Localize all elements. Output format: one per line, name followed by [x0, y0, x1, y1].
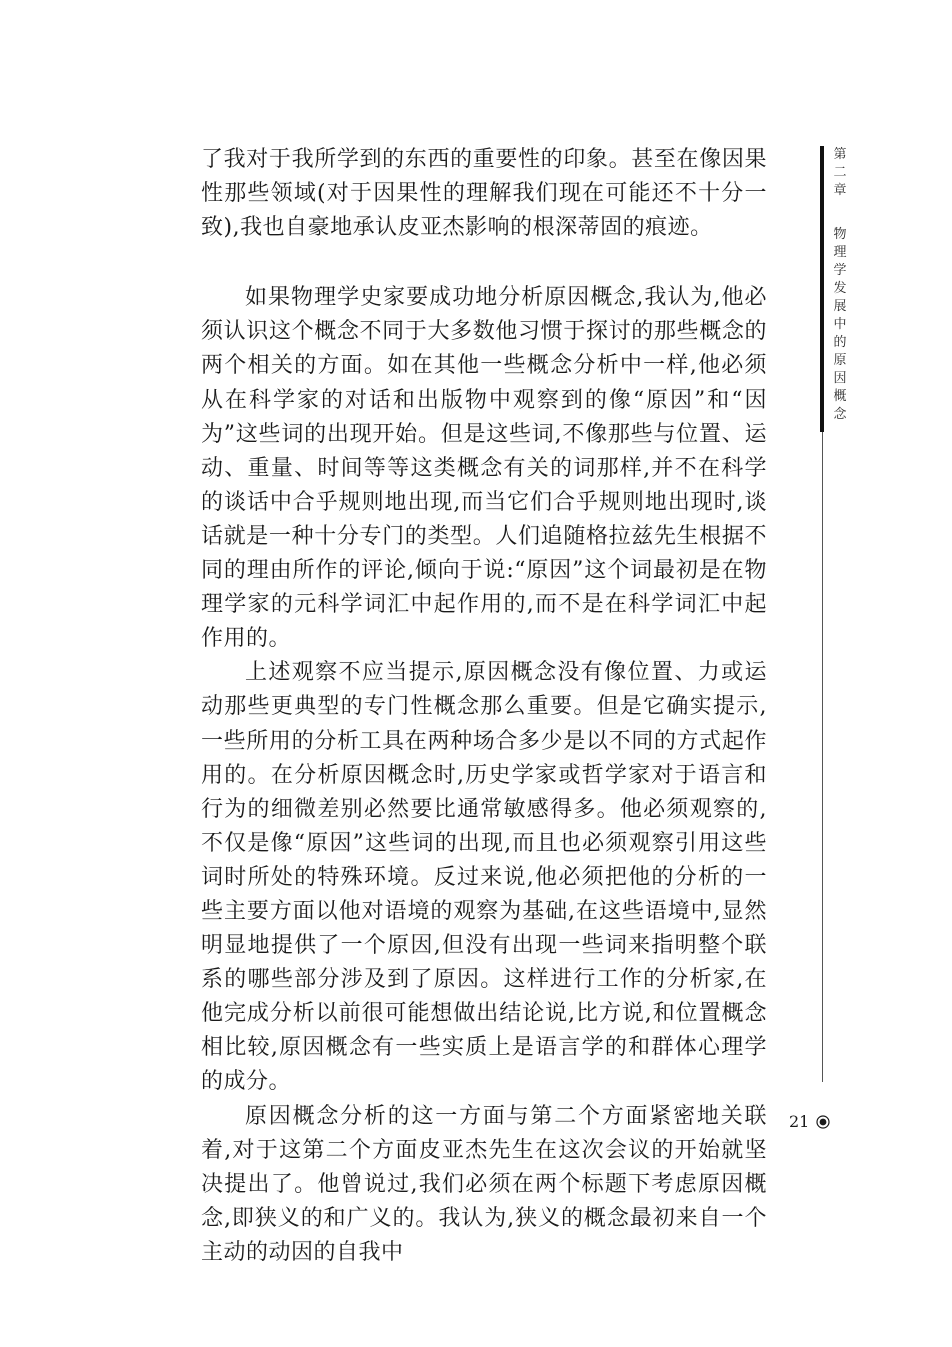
chapter-char: 二 [833, 165, 847, 180]
paragraph: 原因概念分析的这一方面与第二个方面紧密地关联着,对于这第二个方面皮亚杰先生在这次会议的开始就坚决提出了。他曾说过,我们必须在两个标题下考虑原因概念,即狭义的和广义的。我认为,狭义的概念最初来自一个主动的动因的自我中 [201, 1103, 767, 1265]
title-char: 中 [833, 317, 847, 332]
page-number: 21 [789, 1112, 810, 1131]
running-head-gap [831, 200, 849, 226]
page-ornament-icon [816, 1115, 830, 1129]
paragraph: 了我对于我所学到的东西的重要性的印象。甚至在像因果性那些领域(对于因果性的理解我们现在可能还不十分一致),我也自豪地承认皮亚杰影响的根深蒂固的痕迹。 [201, 147, 767, 241]
title-char: 原 [833, 353, 847, 368]
section-gap [201, 245, 767, 281]
title-char: 展 [833, 299, 847, 314]
title-char: 理 [833, 245, 847, 260]
title-char: 发 [833, 281, 847, 296]
chapter-char: 章 [833, 183, 847, 198]
chapter-marker-bar [820, 146, 824, 432]
title-char: 念 [833, 407, 847, 422]
running-head [831, 146, 849, 424]
title-char: 因 [833, 371, 847, 386]
title-char: 物 [833, 227, 847, 242]
body-text [201, 143, 767, 1270]
title-char: 学 [833, 263, 847, 278]
paragraph: 上述观察不应当提示,原因概念没有像位置、力或运动那些更典型的专门性概念那么重要。但是它确实提示,一些所用的分析工具在两种场合多少是以不同的方式起作用的。在分析原因概念时,历史学家或哲学家对于语言和行为的细微差别必然要比通常敏感得多。他必须观察的,不仅是像“原因”这些词的出现,而且也必须观察引用这些词时所处的特殊环境。反过来说,他必须把他的分析的一些主要方面以他对语境的观察为基础,在这些语境中,显然明显地提供了一个原因,但没有出现一些词来指明整个联系的哪些部分涉及到了原因。这样进行工作的分析家,在他完成分析以前很可能想做出结论说,比方说,和位置概念相比较,原因概念有一些实质上是语言学的和群体心理学的成分。 [201, 660, 767, 1095]
chapter-char: 第 [833, 147, 847, 162]
paragraph: 如果物理学史家要成功地分析原因概念,我认为,他必须认识这个概念不同于大多数他习惯于探讨的那些概念的两个相关的方面。如在其他一些概念分析中一样,他必须从在科学家的对话和出版物中观察到的像“原因”和“因为”这些词的出现开始。但是这些词,不像那些与位置、运动、重量、时间等等这类概念有关的词那样,并不在科学的谈话中合乎规则地出现,而当它们合乎规则地出现时,谈话就是一种十分专门的类型。人们追随格拉兹先生根据不同的理由所作的评论,倾向于说:“原因”这个词最初是在物理学家的元科学词汇中起作用的,而不是在科学词汇中起作用的。 [201, 285, 767, 652]
title-char: 的 [833, 335, 847, 350]
title-char: 概 [833, 389, 847, 404]
